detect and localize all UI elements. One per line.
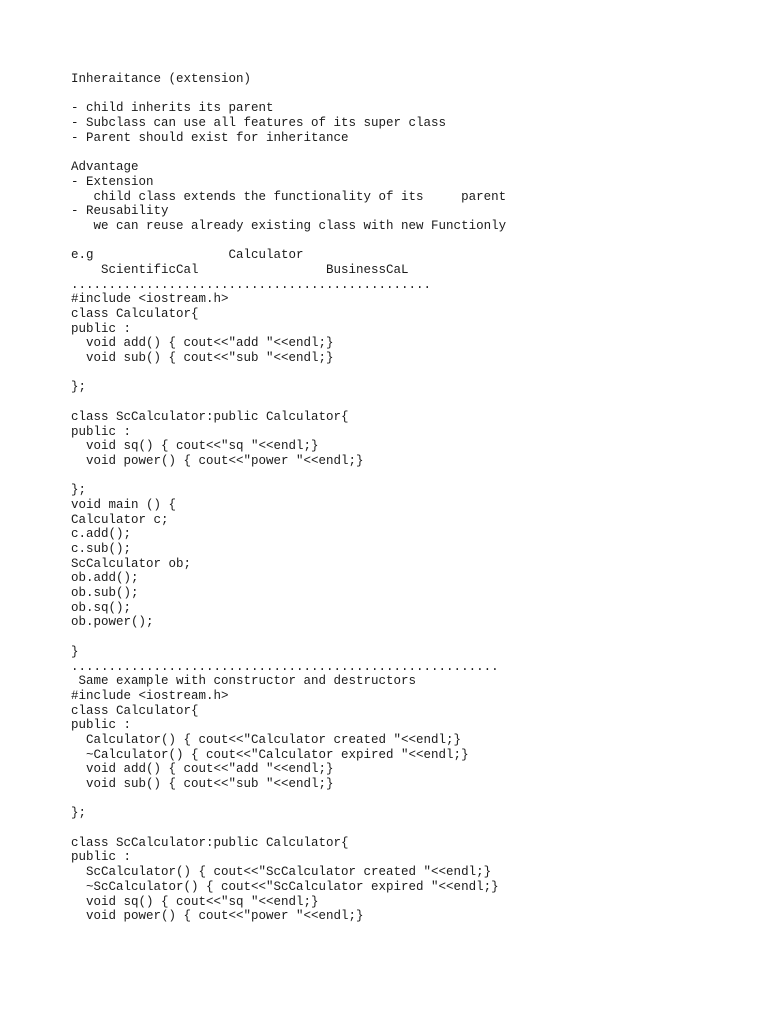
text-line: void sq() { cout<<"sq "<<endl;} <box>71 894 319 909</box>
text-line: class ScCalculator:public Calculator{ <box>71 835 349 850</box>
text-line <box>71 234 506 249</box>
text-line: void sq() { cout<<"sq "<<endl;} <box>71 439 319 454</box>
text-line <box>71 792 506 807</box>
text-line: ob.add(); <box>71 571 139 586</box>
text-line <box>71 395 506 410</box>
text-line: void main () { <box>71 497 177 512</box>
text-line: void add() { cout<<"add "<<endl;} <box>71 336 334 351</box>
text-line: ~ScCalculator() { cout<<"ScCalculator expired "<<endl;} <box>71 879 499 894</box>
text-line: }; <box>71 483 87 498</box>
text-line: c.add(); <box>71 527 132 542</box>
text-line: child class extends the functionality of its parent <box>71 189 507 204</box>
text-line: public : <box>71 424 132 439</box>
text-line: - Extension <box>71 174 154 189</box>
text-line <box>71 469 506 484</box>
text-line: Same example with constructor and destructors <box>71 674 417 689</box>
document-body <box>71 72 506 924</box>
text-line: - Subclass can use all features of its super class <box>71 116 447 131</box>
text-line: ob.power(); <box>71 615 154 630</box>
text-line: void power() { cout<<"power "<<endl;} <box>71 909 364 924</box>
text-line <box>71 821 506 836</box>
text-line: void sub() { cout<<"sub "<<endl;} <box>71 777 334 791</box>
text-line: ob.sub(); <box>71 586 139 601</box>
text-line: public : <box>71 321 132 336</box>
text-line: ~Calculator() { cout<<"Calculator expired "<<endl;} <box>71 747 469 762</box>
text-line: Inheraitance (extension) <box>71 72 252 86</box>
text-line: class Calculator{ <box>71 307 199 321</box>
text-line: ob.sq(); <box>71 600 132 615</box>
text-line: e.g Calculator <box>71 248 304 263</box>
text-line: void power() { cout<<"power "<<endl;} <box>71 453 364 468</box>
text-line: #include <iostream.h> <box>71 688 229 703</box>
text-line: ScientificCal BusinessCaL <box>71 262 409 277</box>
text-line: we can reuse already existing class with new Functionly <box>71 218 507 233</box>
text-line: }; <box>71 380 87 395</box>
text-line: public : <box>71 718 132 733</box>
text-line: class ScCalculator:public Calculator{ <box>71 409 349 424</box>
text-line <box>71 145 506 160</box>
text-line: c.sub(); <box>71 542 132 556</box>
text-line: - child inherits its parent <box>71 101 274 116</box>
text-line: public : <box>71 850 132 865</box>
text-line: Calculator c; <box>71 512 169 527</box>
text-line <box>71 630 506 645</box>
text-line: } <box>71 644 79 659</box>
text-line: }; <box>71 806 87 821</box>
text-line: Calculator() { cout<<"Calculator created "<<endl;} <box>71 732 462 747</box>
text-line <box>71 87 506 102</box>
text-line: ScCalculator ob; <box>71 556 192 571</box>
text-line: void sub() { cout<<"sub "<<endl;} <box>71 351 334 366</box>
text-line: - Parent should exist for inheritance <box>71 130 349 145</box>
text-line: ScCalculator() { cout<<"ScCalculator created "<<endl;} <box>71 865 492 880</box>
text-line: Advantage <box>71 160 139 175</box>
text-line: - Reusability <box>71 204 169 219</box>
text-line: ................................................ <box>71 277 432 292</box>
text-line <box>71 366 506 381</box>
text-line: void add() { cout<<"add "<<endl;} <box>71 762 334 777</box>
text-line: class Calculator{ <box>71 703 199 718</box>
text-line: #include <iostream.h> <box>71 292 229 307</box>
text-line: ......................................................... <box>71 659 499 674</box>
